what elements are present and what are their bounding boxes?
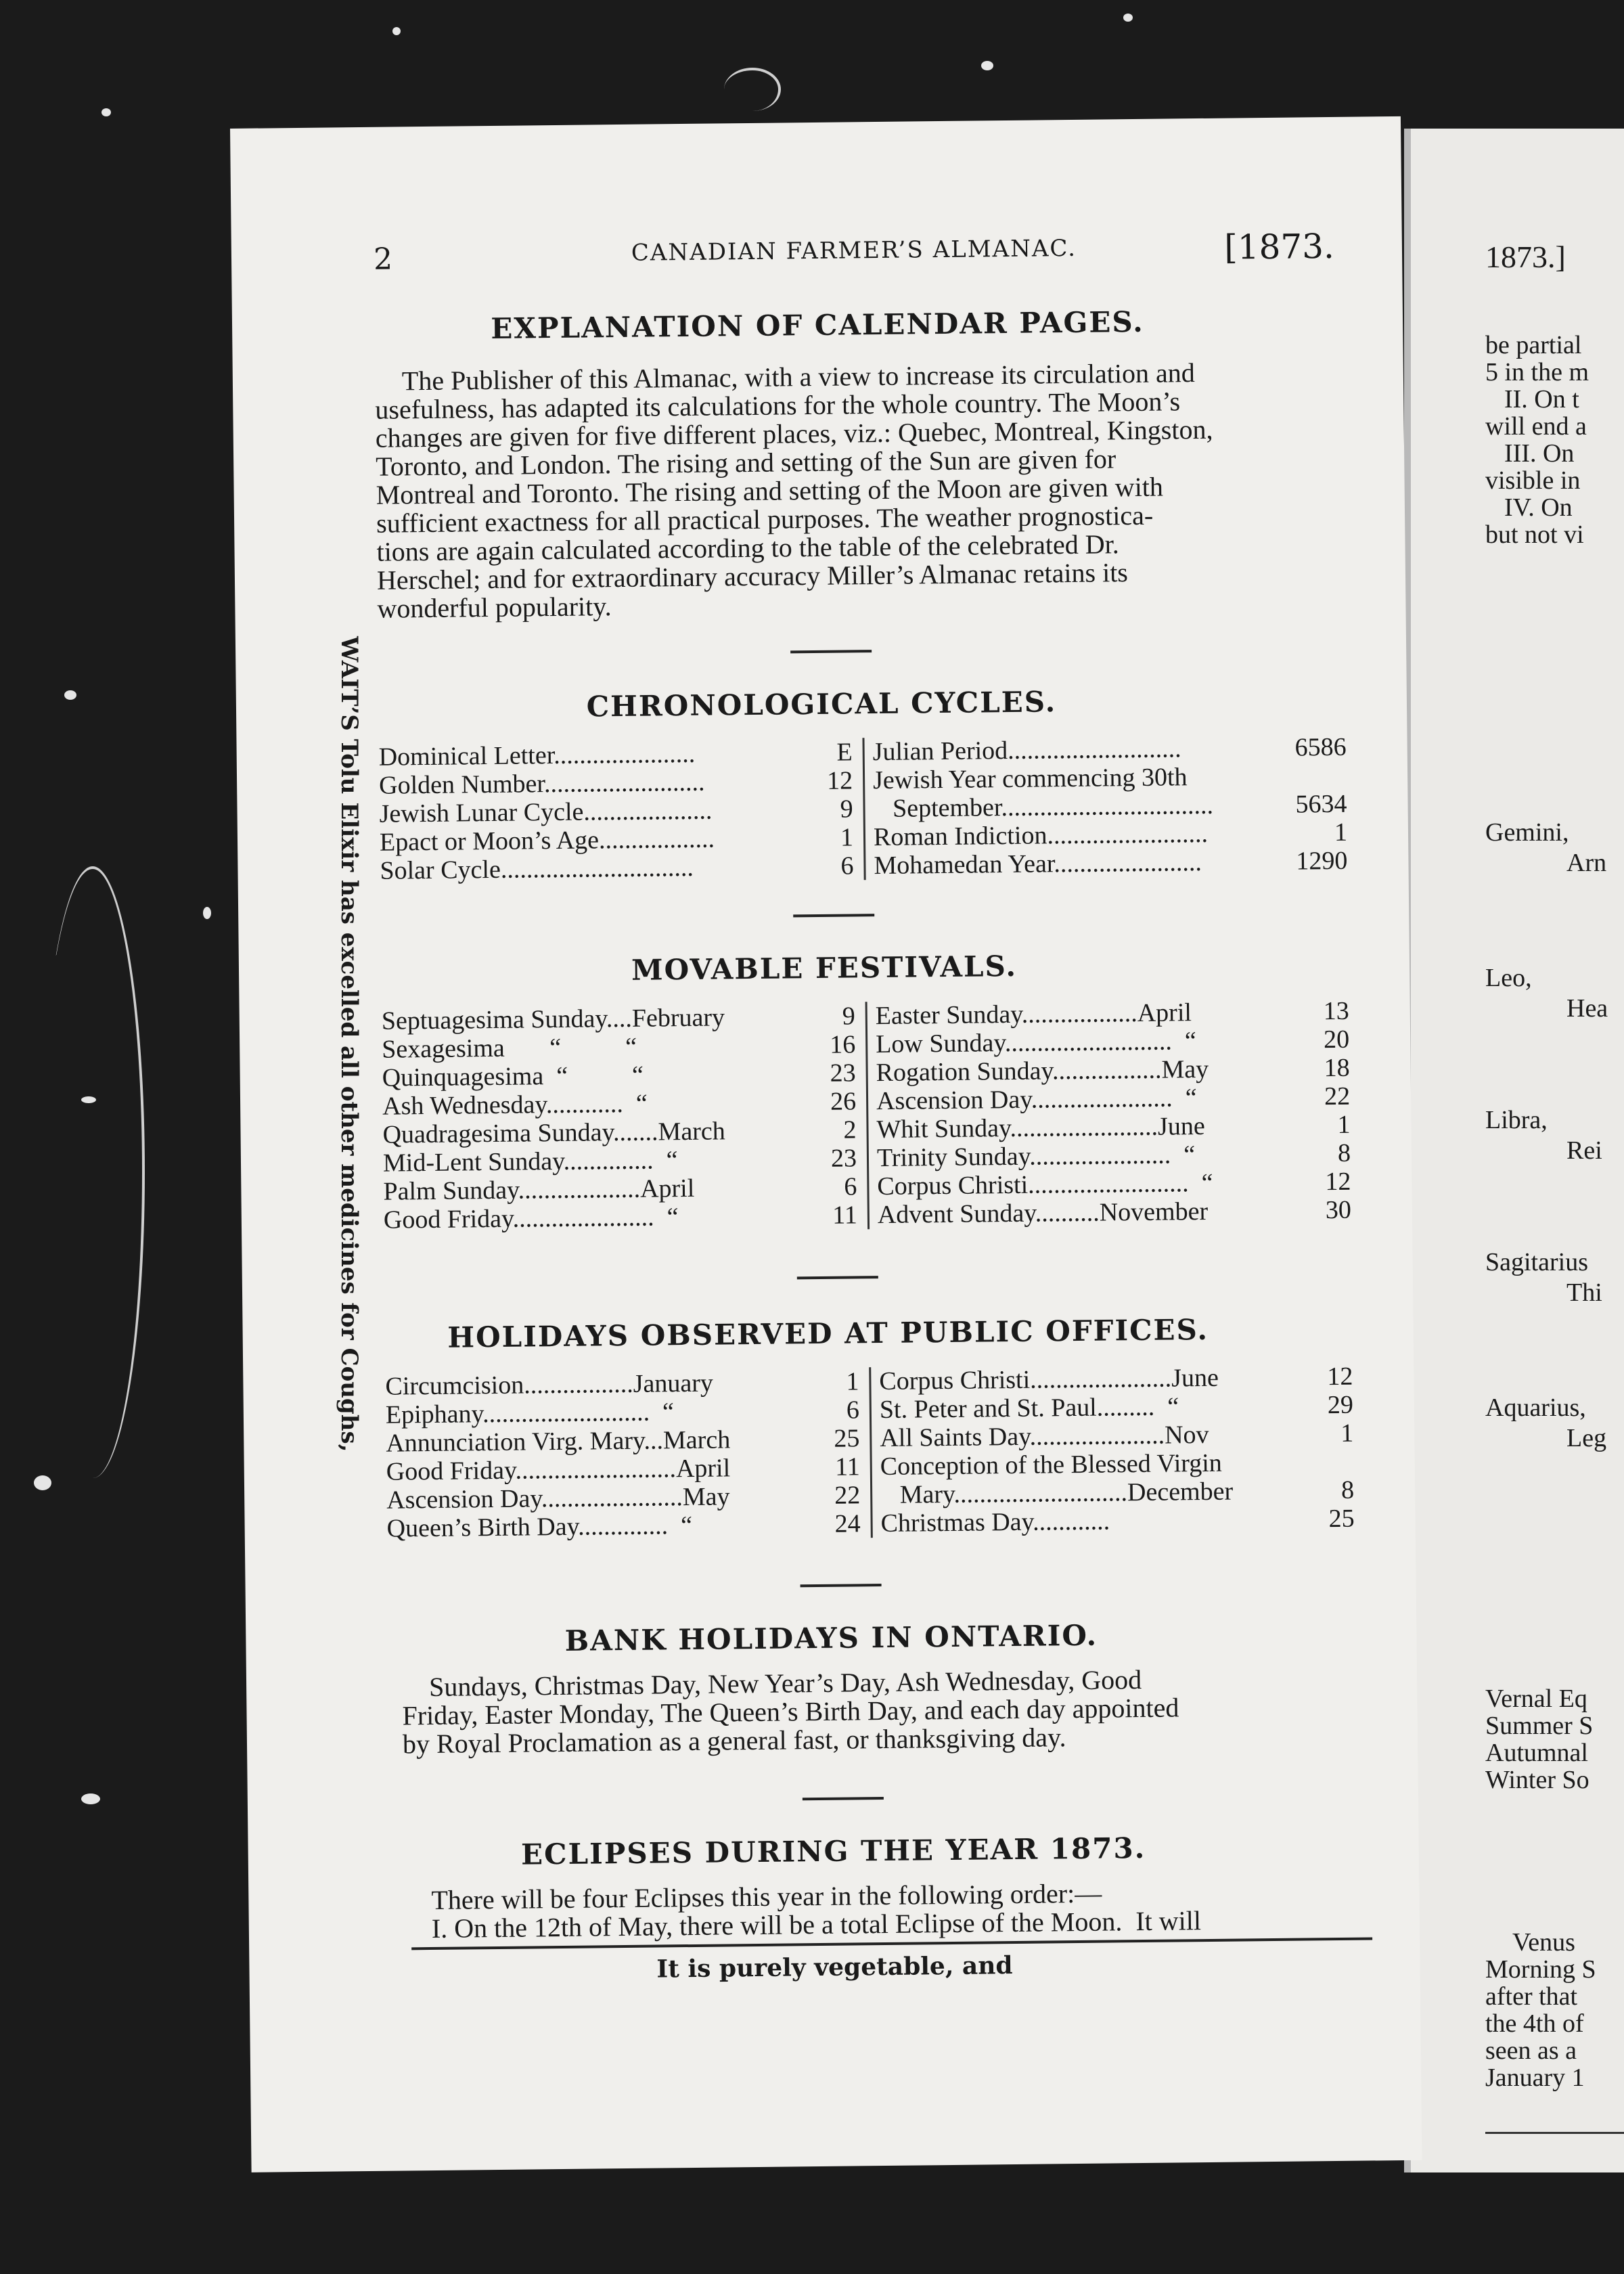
paragraph-line: There will be four Eclipses this year in the following order:— [431, 1877, 1102, 1916]
holiday-day: 1 [846, 1367, 859, 1396]
facing-line: but not vi [1485, 520, 1584, 549]
festival-day: 9 [842, 1002, 856, 1031]
festival-label: Mid-Lent Sunday.............. “ [382, 1146, 678, 1178]
holidays-left-column [385, 1367, 861, 1542]
festival-row [383, 1144, 857, 1177]
holiday-row [386, 1452, 860, 1486]
venus-line: the 4th of [1485, 2009, 1584, 2038]
cycle-label: Golden Number......................... [378, 767, 705, 800]
festival-row [382, 1087, 856, 1120]
cycle-value: 9 [840, 795, 853, 824]
festival-row [878, 1196, 1351, 1229]
sign-sub: Rei [1566, 1136, 1602, 1165]
movable-heading: MOVABLE FESTIVALS. [631, 949, 1018, 987]
holiday-label: Conception of the Blessed Virgin [880, 1448, 1222, 1481]
cycle-row [873, 790, 1347, 823]
holiday-label: Good Friday.........................April [386, 1454, 731, 1486]
holidays-right-column [879, 1362, 1355, 1538]
facing-line: II. On t [1504, 385, 1579, 414]
paragraph-line: by Royal Proclamation as a general fast, or thanksgiving day. [402, 1722, 1066, 1760]
background-speck [392, 27, 401, 35]
festival-label: Quinquagesima “ “ [382, 1061, 644, 1092]
cycle-value: 5634 [1295, 789, 1347, 819]
festival-day: 20 [1323, 1025, 1350, 1054]
festival-label: Whit Sunday.......................June [876, 1111, 1205, 1144]
holiday-label: Mary...........................December [880, 1477, 1234, 1510]
venus-line: Morning S [1485, 1955, 1596, 1984]
holiday-label: Epiphany.......................... “ [385, 1398, 675, 1429]
facing-line: III. On [1504, 439, 1575, 468]
cycle-row [874, 847, 1347, 880]
festival-day: 23 [830, 1058, 856, 1088]
holiday-label: Ascension Day......................May [386, 1482, 730, 1515]
cycle-row [379, 738, 853, 771]
cycles-heading: CHRONOLOGICAL CYCLES. [586, 685, 1057, 723]
paragraph-line: Friday, Easter Monday, The Queen’s Birth Day, and each day appointed [402, 1692, 1179, 1731]
sign-sub: Thi [1566, 1278, 1602, 1307]
festival-day: 22 [1324, 1082, 1351, 1111]
background-speck [1123, 14, 1133, 22]
column-divider [865, 1002, 870, 1229]
venus-text [1485, 1929, 1596, 2091]
sign-name: Libra, [1485, 1106, 1548, 1134]
season-line: Winter So [1485, 1766, 1589, 1794]
facing-line: will end a [1485, 412, 1587, 441]
festival-label: Easter Sunday..................April [875, 998, 1192, 1031]
holiday-row [879, 1362, 1353, 1396]
page-year: [1873. [1223, 226, 1335, 267]
paragraph-line: The Publisher of this Almanac, with a view to increase its circulation and [401, 357, 1196, 397]
sign-sub: Leg [1566, 1424, 1607, 1452]
festival-row [876, 1054, 1349, 1087]
cycle-value: E [836, 738, 853, 767]
movable-left-column [382, 1002, 857, 1234]
background-fiber [724, 68, 781, 111]
paragraph-line: Toronto, and London. The rising and setting of the Sun are given for [376, 443, 1116, 482]
festival-label: Rogation Sunday.................May [876, 1054, 1209, 1088]
holiday-row [386, 1481, 860, 1514]
cycle-label: Jewish Lunar Cycle.................... [379, 796, 713, 828]
festival-day: 2 [843, 1115, 857, 1144]
sign-name: Leo, [1485, 964, 1532, 992]
facing-line: IV. On [1504, 493, 1573, 522]
holiday-day: 25 [834, 1424, 860, 1453]
festival-day: 16 [830, 1030, 856, 1059]
cycle-row [872, 733, 1346, 766]
festival-day: 13 [1323, 996, 1349, 1026]
section-rule [790, 650, 872, 653]
festival-label: Quadragesima Sunday.......March [382, 1117, 725, 1149]
column-divider [862, 738, 865, 880]
paragraph-line: changes are given for five different places, viz.: Quebec, Montreal, Kingston, [375, 414, 1213, 453]
cycle-label: September................................. [873, 790, 1214, 824]
holiday-day: 11 [834, 1452, 860, 1481]
paragraph-line: tions are again calculated according to the table of the celebrated Dr. [376, 529, 1120, 567]
festival-day: 12 [1325, 1167, 1351, 1197]
festival-day: 23 [830, 1144, 857, 1173]
holiday-row [880, 1448, 1354, 1481]
background-speck [81, 1793, 100, 1804]
cycle-value: 1290 [1296, 846, 1348, 876]
bank-paragraph [402, 1664, 1363, 1759]
cycle-label: Roman Indiction......................... [873, 819, 1209, 852]
facing-line: be partial [1485, 331, 1582, 359]
venus-line: after that [1485, 1982, 1578, 2011]
festival-day: 26 [830, 1087, 857, 1116]
cycle-value: 6 [840, 851, 854, 880]
cycle-row [380, 851, 853, 885]
seasons-list [1485, 1685, 1593, 1793]
festival-row [383, 1172, 857, 1205]
background-speck [203, 907, 211, 919]
paragraph-line: Sundays, Christmas Day, New Year’s Day, Ash Wednesday, Good [428, 1664, 1142, 1703]
running-header [373, 226, 1335, 277]
holiday-row [386, 1424, 859, 1457]
holiday-day: 6 [846, 1396, 860, 1425]
season-line: Vernal Eq [1485, 1685, 1587, 1713]
holidays-table [385, 1362, 1355, 1548]
festival-label: Sexagesima “ “ [382, 1032, 637, 1064]
festival-row [877, 1167, 1351, 1201]
sign-sub: Arn [1566, 849, 1607, 877]
holiday-day: 22 [834, 1481, 861, 1510]
holiday-day: 29 [1327, 1390, 1354, 1420]
paragraph-line: I. On the 12th of May, there will be a total Eclipse of the Moon. It will [431, 1905, 1202, 1944]
paragraph-line: Montreal and Toronto. The rising and setting of the Moon are given with [376, 471, 1164, 510]
festival-row [876, 1111, 1350, 1144]
cycle-row [873, 761, 1347, 795]
festival-day: 8 [1337, 1138, 1351, 1167]
cycle-row [380, 823, 853, 856]
holiday-label: Queen’s Birth Day.............. “ [386, 1511, 693, 1543]
venus-line: Venus [1512, 1928, 1575, 1957]
cycle-value: 12 [826, 766, 853, 795]
movable-table [382, 997, 1351, 1237]
holiday-row [880, 1476, 1354, 1509]
movable-right-column [876, 997, 1351, 1229]
holiday-label: St. Peter and St. Paul......... “ [879, 1392, 1179, 1425]
facing-page-year: 1873.] [1485, 240, 1566, 274]
cycle-value: 1 [840, 823, 854, 852]
cycle-label: Julian Period........................... [872, 734, 1181, 767]
holiday-day: 1 [1340, 1419, 1354, 1448]
season-line: Autumnal [1485, 1739, 1588, 1767]
cycle-value: 6586 [1294, 732, 1347, 762]
sign-name: Gemini, [1485, 818, 1569, 847]
paragraph-line: wonderful popularity. [377, 591, 612, 624]
holiday-row [386, 1396, 859, 1429]
festival-day: 11 [832, 1201, 858, 1230]
column-divider [869, 1367, 873, 1538]
almanac-page [230, 116, 1422, 2172]
holiday-row [385, 1367, 859, 1400]
section-rule [797, 1276, 878, 1279]
cycles-right-column [872, 733, 1347, 880]
cycle-label: Mohamedan Year....................... [874, 848, 1202, 880]
background-speck [34, 1475, 51, 1490]
festival-label: Septuagesima Sunday....February [381, 1003, 725, 1035]
side-advertisement-text: WAIT’S Tolu Elixir has excelled all other medicines for Coughs, [336, 636, 363, 1452]
paragraph-line: Herschel; and for extraordinary accuracy Miller’s Almanac retains its [376, 557, 1129, 596]
festival-row [382, 1058, 855, 1092]
section-rule [793, 914, 874, 917]
holiday-label: Annunciation Virg. Mary...March [386, 1425, 731, 1458]
side-advertisement [323, 636, 364, 1678]
festival-label: Ascension Day...................... “ [876, 1084, 1197, 1116]
background-speck [102, 108, 111, 116]
cycle-row [874, 818, 1347, 851]
footer-advert: It is purely vegetable, and [656, 1951, 1013, 1984]
section-rule [800, 1584, 882, 1587]
facing-page-text [1485, 332, 1589, 548]
festival-row [382, 1115, 856, 1149]
holiday-row [880, 1419, 1353, 1452]
holiday-label: Christmas Day............ [880, 1507, 1110, 1538]
facing-line: visible in [1485, 466, 1581, 495]
festival-day: 30 [1325, 1195, 1352, 1225]
festival-row [876, 997, 1349, 1030]
cycle-value: 1 [1334, 818, 1348, 847]
festival-label: Corpus Christi......................... “ [877, 1168, 1213, 1201]
sign-name: Sagitarius [1485, 1248, 1588, 1276]
facing-page-rule [1485, 2132, 1624, 2134]
explanation-heading: EXPLANATION OF CALENDAR PAGES. [491, 305, 1145, 345]
festival-label: Good Friday...................... “ [383, 1203, 679, 1234]
festival-label: Low Sunday.......................... “ [876, 1027, 1196, 1059]
cycles-left-column [379, 738, 854, 885]
eclipses-heading: ECLIPSES DURING THE YEAR 1873. [520, 1831, 1146, 1871]
cycles-table [379, 733, 1348, 889]
festival-label: Trinity Sunday...................... “ [876, 1140, 1196, 1173]
festival-day: 1 [1337, 1110, 1351, 1139]
festival-row [877, 1139, 1351, 1172]
festival-row [876, 1025, 1349, 1058]
paragraph-line: sufficient exactness for all practical purposes. The weather prognostica- [376, 499, 1154, 539]
background-speck [64, 690, 76, 700]
holidays-heading: HOLIDAYS OBSERVED AT PUBLIC OFFICES. [447, 1312, 1209, 1354]
festival-row [382, 1030, 855, 1063]
venus-line: seen as a [1485, 2036, 1577, 2065]
holiday-day: 25 [1328, 1504, 1355, 1534]
sign-name: Aquarius, [1485, 1394, 1586, 1422]
cycle-label: Dominical Letter...................... [378, 739, 696, 772]
festival-label: Palm Sunday...................April [383, 1174, 695, 1206]
holiday-row [880, 1504, 1354, 1538]
section-rule [803, 1797, 884, 1800]
holiday-label: Circumcision.................January [385, 1368, 714, 1401]
holiday-day: 12 [1327, 1362, 1353, 1391]
holiday-day: 24 [834, 1509, 861, 1538]
paragraph-line: usefulness, has adapted its calculations for the whole country. The Moon’s [375, 386, 1181, 425]
cycle-row [379, 795, 853, 828]
cycle-row [379, 766, 853, 799]
cycle-label: Epact or Moon’s Age.................. [379, 824, 715, 857]
page-number: 2 [373, 242, 393, 277]
holiday-day: 8 [1340, 1475, 1355, 1504]
festival-row [876, 1082, 1350, 1115]
cycle-label: Solar Cycle.............................. [380, 853, 694, 885]
holiday-row [386, 1509, 860, 1542]
eclipses-paragraph [404, 1876, 1372, 1943]
festival-day: 18 [1324, 1053, 1350, 1083]
festival-day: 6 [844, 1172, 857, 1201]
cycle-label: Jewish Year commencing 30th [872, 763, 1188, 795]
holiday-label: Corpus Christi......................June [879, 1363, 1219, 1396]
background-fiber [41, 866, 145, 1478]
page-title: CANADIAN FARMER’S ALMANAC. [631, 234, 1077, 267]
holiday-label: All Saints Day.....................Nov [880, 1420, 1209, 1453]
festival-row [382, 1002, 855, 1035]
explanation-paragraph [375, 357, 1338, 623]
background-speck [981, 61, 993, 70]
sign-sub: Hea [1566, 994, 1608, 1023]
season-line: Summer S [1485, 1712, 1594, 1740]
bank-heading: BANK HOLIDAYS IN ONTARIO. [564, 1618, 1098, 1657]
holiday-row [880, 1391, 1353, 1424]
festival-row [384, 1201, 857, 1234]
venus-line: January 1 [1485, 2064, 1585, 2092]
facing-page [1404, 129, 1624, 2172]
facing-line: 5 in the m [1485, 358, 1589, 386]
festival-label: Ash Wednesday............ “ [382, 1089, 648, 1121]
festival-label: Advent Sunday..........November [877, 1197, 1209, 1230]
